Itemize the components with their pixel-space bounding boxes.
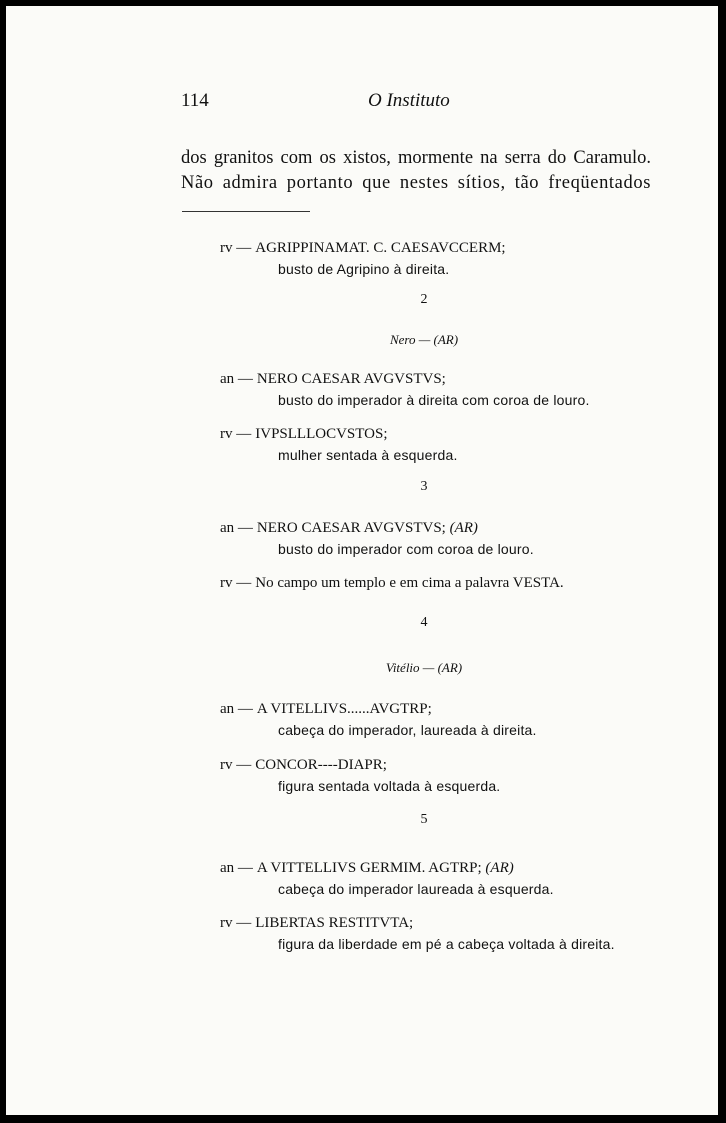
page (6, 6, 718, 1115)
entry-side: rv — (220, 575, 252, 591)
entry-legend: NERO CAESAR AVGVSTVS; (256, 520, 446, 536)
entry-side: an — (220, 701, 253, 717)
coin-entry (220, 573, 564, 594)
entry-description: busto de Agripino à direita. (278, 261, 450, 277)
entry-legend: NERO CAESAR AVGVSTVS; (256, 371, 446, 387)
entry-description: busto do imperador à direita com coroa de louro. (278, 392, 590, 408)
intro-line: Não admira portanto que nestes sítios, tão freqüentados (181, 173, 651, 193)
section-divider (182, 211, 310, 212)
entry-side: an — (220, 520, 253, 536)
entry-description: figura sentada voltada à esquerda. (278, 778, 501, 794)
running-title: O Instituto (368, 90, 450, 111)
coin-entry (220, 699, 537, 741)
entry-note: (AR) (485, 860, 514, 876)
entry-legend: IVPSLLLOCVSTOS; (255, 426, 388, 442)
coin-number: 2 (420, 292, 428, 307)
entry-description: busto do imperador com coroa de louro. (278, 541, 534, 557)
coin-number: 3 (420, 479, 428, 494)
entry-legend: LIBERTAS RESTITVTA; (255, 915, 414, 931)
intro-line: dos granitos com os xistos, mormente na serra do Caramulo. (181, 148, 651, 168)
entry-description: mulher sentada à esquerda. (278, 447, 458, 463)
entry-side: rv — (220, 240, 252, 256)
entry-legend: AGRIPPINAMAT. C. CAESAVCCERM; (255, 240, 506, 256)
entry-legend: A VITTELLIVS GERMIM. AGTRP; (256, 860, 482, 876)
coin-number: 4 (420, 615, 428, 630)
coin-entry (220, 913, 615, 955)
coin-entry (220, 369, 590, 411)
entry-description: cabeça do imperador laureada à esquerda. (278, 881, 554, 897)
entry-note: (AR) (449, 520, 478, 536)
coin-number: 5 (420, 812, 428, 827)
entry-side: rv — (220, 426, 252, 442)
coin-entry (220, 858, 554, 900)
coin-entry (220, 424, 458, 466)
entry-side: an — (220, 860, 253, 876)
coin-entry (220, 238, 506, 280)
entry-legend: A VITELLIVS......AVGTRP; (256, 701, 432, 717)
coin-entry (220, 518, 534, 560)
ruler-heading: Nero — (AR) (389, 332, 459, 347)
intro-paragraph (181, 146, 651, 196)
entry-description: figura da liberdade em pé a cabeça voltada à direita. (278, 936, 615, 952)
entry-legend: No campo um templo e em cima a palavra VESTA. (255, 575, 564, 591)
entry-side: rv — (220, 757, 252, 773)
page-number: 114 (181, 90, 209, 111)
coin-entry (220, 755, 500, 797)
entry-legend: CONCOR----DIAPR; (255, 757, 387, 773)
entry-side: rv — (220, 915, 252, 931)
entry-description: cabeça do imperador, laureada à direita. (278, 722, 537, 738)
entry-side: an — (220, 371, 253, 387)
ruler-heading: Vitélio — (AR) (385, 660, 463, 675)
